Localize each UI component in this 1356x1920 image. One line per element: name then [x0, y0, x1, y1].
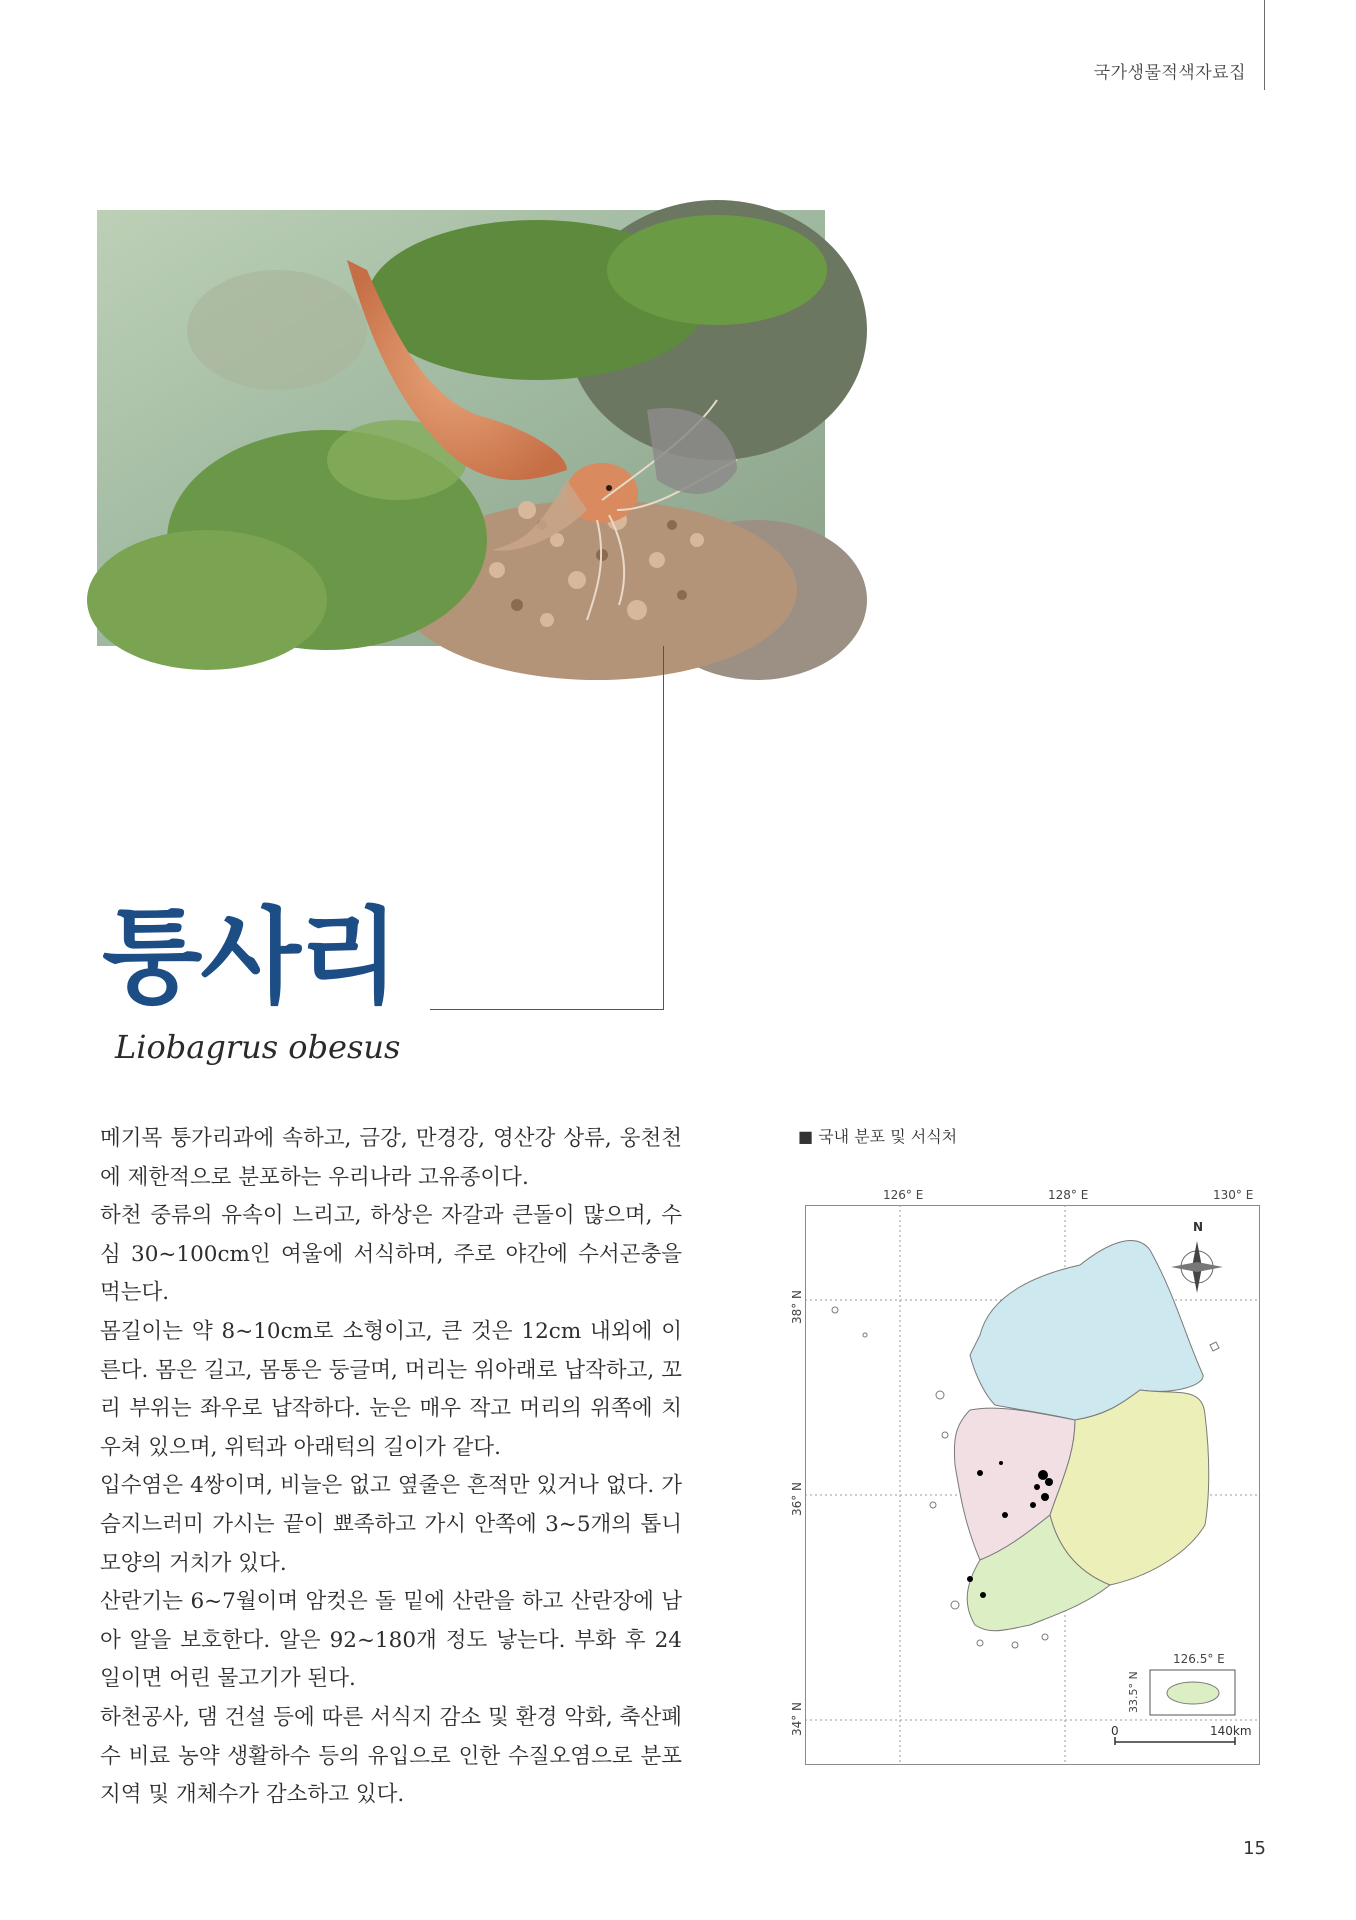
lon-label: 128° E	[1048, 1188, 1089, 1202]
inset-lat-label: 33.5° N	[1127, 1671, 1140, 1713]
lat-label: 38° N	[790, 1289, 805, 1325]
lon-label: 130° E	[1213, 1188, 1254, 1202]
description-paragraph: 산란기는 6~7월이며 암컷은 돌 밑에 산란을 하고 산란장에 남아 알을 보호한다. 알은 92~180개 정도 낳는다. 부화 후 24일이면 어린 물고기가 된다.	[100, 1589, 682, 1692]
lat-label: 34° N	[790, 1701, 805, 1737]
description-text	[100, 1120, 682, 1815]
map-title: ■ 국내 분포 및 서식처	[798, 1127, 958, 1146]
scale-end-label: 140km	[1210, 1724, 1252, 1738]
description-paragraph: 몸길이는 약 8~10cm로 소형이고, 큰 것은 12cm 내외에 이른다. 몸은 길고, 몸통은 둥글며, 머리는 위아래로 납작하고, 꼬리 부위는 좌우로 납작하다. 눈은 매우 작고 머리의 위쪽에 치우쳐 있으며, 위턱과 아래턱의 길이가 같다.	[100, 1318, 682, 1460]
fish-photo	[97, 210, 825, 646]
distribution-map	[805, 1188, 1260, 1765]
species-korean-name: 퉁사리	[102, 896, 398, 1018]
lon-label: 126° E	[883, 1188, 924, 1202]
species-scientific-name: Liobagrus obesus	[115, 1028, 401, 1066]
frame-horizontal-line	[430, 1009, 664, 1010]
book-title: 국가생물적색자료집	[1093, 63, 1246, 83]
description-paragraph: 하천공사, 댐 건설 등에 따른 서식지 감소 및 환경 악화, 축산폐수 비료 농약 생활하수 등의 유입으로 인한 수질오염으로 분포지역 및 개체수가 감소하고 있다.	[100, 1704, 682, 1808]
lat-label: 36° N	[790, 1481, 805, 1517]
page-number: 15	[1243, 1838, 1266, 1859]
frame-vertical-line	[663, 646, 664, 1010]
description-paragraph: 입수염은 4쌍이며, 비늘은 없고 옆줄은 흔적만 있거나 없다. 가슴지느러미 가시는 끝이 뾰족하고 가시 안쪽에 3~5개의 톱니 모양의 거치가 있다.	[100, 1473, 682, 1576]
north-label: N	[1193, 1220, 1204, 1234]
scale-start-label: 0	[1111, 1724, 1119, 1738]
description-paragraph: 메기목 퉁가리과에 속하고, 금강, 만경강, 영산강 상류, 웅천천에 제한적으로 분포하는 우리나라 고유종이다.	[100, 1126, 682, 1190]
header-rule	[1264, 0, 1265, 90]
inset-lon-label: 126.5° E	[1173, 1652, 1225, 1666]
description-paragraph: 하천 중류의 유속이 느리고, 하상은 자갈과 큰돌이 많으며, 수심 30~100cm인 여울에 서식하며, 주로 야간에 수서곤충을 먹는다.	[100, 1203, 682, 1306]
